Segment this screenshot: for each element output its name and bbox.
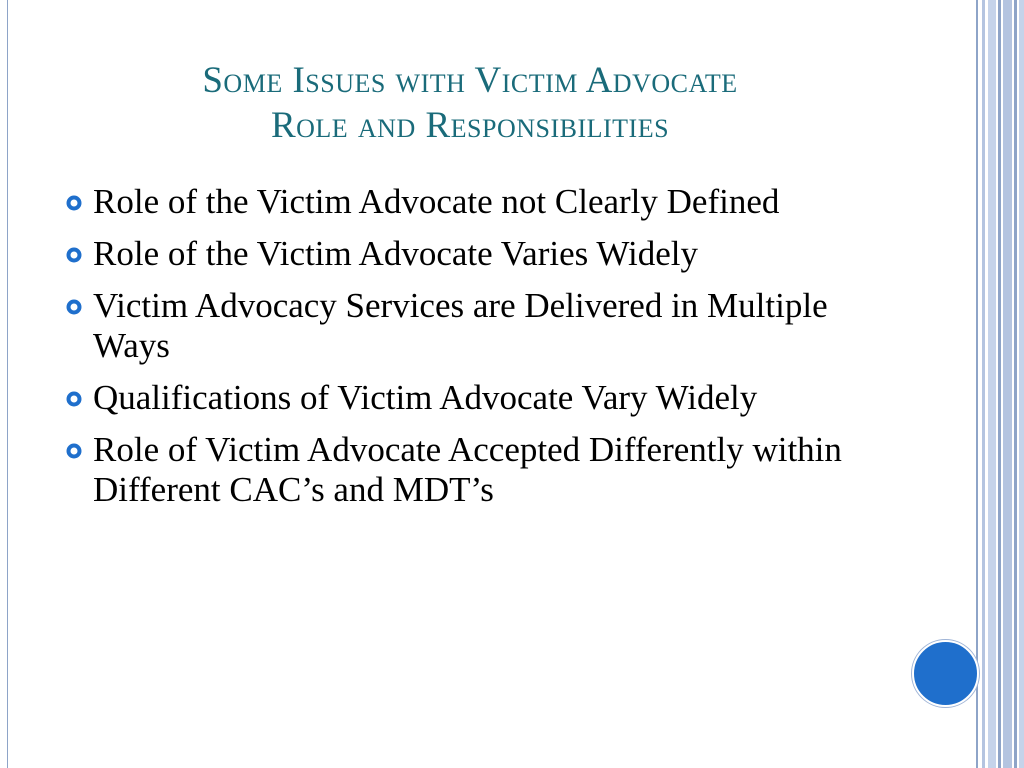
ring-bullet-icon xyxy=(66,443,82,459)
slide-title-line: Role and Responsibilities xyxy=(270,105,670,147)
bullet-item xyxy=(64,234,894,274)
stripe xyxy=(998,0,1001,768)
bullet-list xyxy=(64,182,894,522)
stripe xyxy=(1014,0,1017,768)
ring-bullet-icon xyxy=(66,195,82,211)
bullet-text: Role of the Victim Advocate not Clearly Defined xyxy=(93,182,780,221)
bullet-text: Qualifications of Victim Advocate Vary Widely xyxy=(93,378,758,417)
bullet-text: Victim Advocacy Services are Delivered in Multiple Ways xyxy=(93,286,828,365)
bullet-item xyxy=(64,378,894,418)
stripe xyxy=(988,0,996,768)
right-decorative-stripes xyxy=(976,0,1024,768)
ring-bullet-icon xyxy=(66,299,82,315)
bullet-text: Role of Victim Advocate Accepted Differently within Different CAC’s and MDT’s xyxy=(93,430,842,509)
bullet-item xyxy=(64,286,894,366)
stripe xyxy=(1003,0,1012,768)
left-border-line xyxy=(7,0,8,768)
circle-decoration xyxy=(912,640,979,707)
ring-bullet-icon xyxy=(66,247,82,263)
stripe xyxy=(982,0,985,768)
slide-title-line: Some Issues with Victim Advocate xyxy=(202,60,738,101)
stripe xyxy=(1019,0,1024,768)
bullet-text: Role of the Victim Advocate Varies Widely xyxy=(93,234,698,273)
bullet-item xyxy=(64,182,894,222)
slide-title xyxy=(40,58,900,148)
stripe xyxy=(976,0,978,768)
ring-bullet-icon xyxy=(66,391,82,407)
bullet-item xyxy=(64,430,894,510)
